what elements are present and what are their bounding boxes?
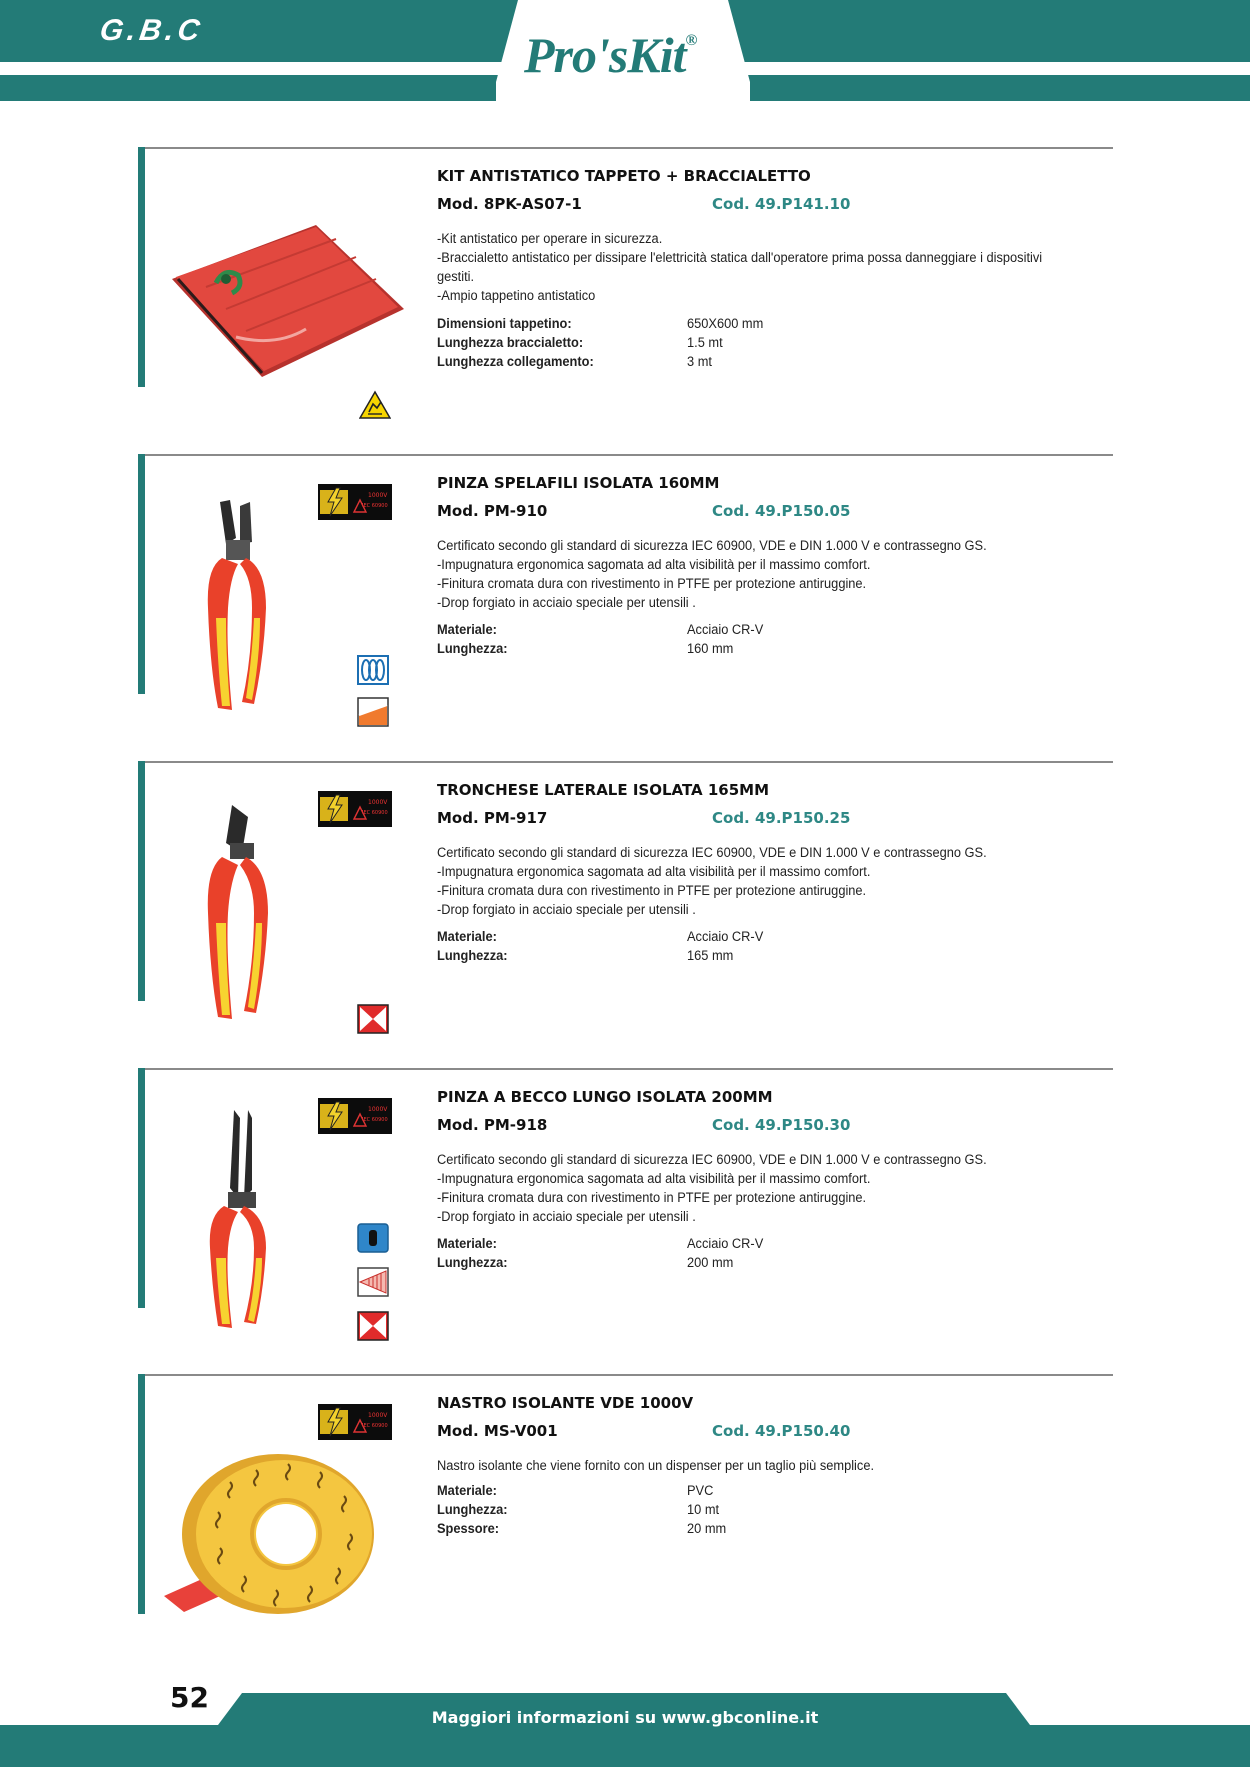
footer-website-text: Maggiori informazioni su www.gbconline.it bbox=[431, 1708, 819, 1727]
product-accent-bar bbox=[138, 147, 145, 387]
spec-row bbox=[437, 1253, 937, 1272]
product-title: NASTRO ISOLANTE VDE 1000V bbox=[437, 1394, 694, 1412]
spec-value: 200 mm bbox=[687, 1255, 734, 1270]
product-specs bbox=[437, 927, 937, 965]
spec-row bbox=[437, 620, 937, 639]
product-code: Cod. 49.P150.30 bbox=[712, 1116, 851, 1134]
voltage-badge bbox=[318, 1404, 392, 1440]
spec-row bbox=[437, 1234, 937, 1253]
product-card bbox=[0, 761, 1250, 1061]
spec-value: Acciaio CR-V bbox=[687, 929, 764, 944]
product-title: PINZA SPELAFILI ISOLATA 160MM bbox=[437, 474, 720, 492]
spec-value: 1.5 mt bbox=[687, 335, 723, 350]
spec-label: Lunghezza: bbox=[437, 1502, 508, 1517]
voltage-badge bbox=[318, 791, 392, 827]
product-specs bbox=[437, 1481, 937, 1538]
spec-label: Spessore: bbox=[437, 1521, 500, 1536]
spec-row bbox=[437, 639, 937, 658]
spec-label: Lunghezza collegamento: bbox=[437, 354, 594, 369]
badge-voltage-text: 1000V bbox=[368, 799, 388, 806]
side-cutter-image bbox=[196, 803, 296, 1023]
product-divider bbox=[145, 147, 1113, 149]
voltage-badge bbox=[318, 484, 392, 520]
product-title: TRONCHESE LATERALE ISOLATA 165MM bbox=[437, 781, 770, 799]
description-line: Certificato secondo gli standard di sicurezza IEC 60900, VDE e DIN 1.000 V e contrassegno GS. bbox=[437, 1152, 987, 1167]
spec-label: Materiale: bbox=[437, 929, 497, 944]
description-line: -Finitura cromata dura con rivestimento in PTFE per protezione antiruggine. bbox=[437, 883, 867, 898]
diagonal-cut-icon bbox=[357, 697, 389, 727]
description-line: -Impugnatura ergonomica sagomata ad alta visibilità per il massimo comfort. bbox=[437, 864, 871, 879]
spec-row bbox=[437, 927, 937, 946]
product-code: Cod. 49.P141.10 bbox=[712, 195, 851, 213]
product-accent-bar bbox=[138, 1374, 145, 1614]
gbc-logo: G.B.C bbox=[97, 14, 206, 47]
badge-standard-text: IEC 60900 bbox=[362, 503, 388, 509]
esd-warning-icon bbox=[359, 390, 391, 420]
spec-row bbox=[437, 1519, 937, 1538]
product-model: Mod. MS-V001 bbox=[437, 1422, 558, 1440]
product-model: Mod. 8PK-AS07-1 bbox=[437, 195, 582, 213]
wire-coil-icon bbox=[357, 655, 389, 685]
spec-row bbox=[437, 333, 937, 352]
spec-row bbox=[437, 1500, 937, 1519]
product-divider bbox=[145, 1068, 1113, 1070]
spec-label: Lunghezza: bbox=[437, 948, 508, 963]
description-line: -Drop forgiato in acciaio speciale per utensili . bbox=[437, 595, 696, 610]
product-specs bbox=[437, 1234, 937, 1272]
description-line: Certificato secondo gli standard di sicurezza IEC 60900, VDE e DIN 1.000 V e contrassegno GS. bbox=[437, 845, 987, 860]
wire-stripper-image bbox=[196, 498, 296, 714]
spec-label: Materiale: bbox=[437, 1483, 497, 1498]
spec-row bbox=[437, 946, 937, 965]
proskit-logo bbox=[524, 26, 696, 84]
spec-value: 165 mm bbox=[687, 948, 734, 963]
product-description bbox=[437, 229, 1074, 305]
description-line: -Ampio tappetino antistatico bbox=[437, 288, 596, 303]
product-title: PINZA A BECCO LUNGO ISOLATA 200MM bbox=[437, 1088, 773, 1106]
page-number: 52 bbox=[170, 1681, 209, 1714]
product-model: Mod. PM-918 bbox=[437, 1116, 548, 1134]
spec-row bbox=[437, 314, 937, 333]
product-description bbox=[437, 1456, 1074, 1475]
product-model: Mod. PM-917 bbox=[437, 809, 548, 827]
badge-voltage-text: 1000V bbox=[368, 1412, 388, 1419]
product-specs bbox=[437, 620, 937, 658]
insulating-tape-image bbox=[160, 1452, 380, 1622]
spec-value: 160 mm bbox=[687, 641, 734, 656]
product-code: Cod. 49.P150.05 bbox=[712, 502, 851, 520]
product-model: Mod. PM-910 bbox=[437, 502, 548, 520]
description-line: Certificato secondo gli standard di sicurezza IEC 60900, VDE e DIN 1.000 V e contrassegno GS. bbox=[437, 538, 987, 553]
spec-value: 10 mt bbox=[687, 1502, 720, 1517]
spec-value: PVC bbox=[687, 1483, 714, 1498]
product-description bbox=[437, 536, 1074, 612]
description-line: -Drop forgiato in acciaio speciale per utensili . bbox=[437, 1209, 696, 1224]
spec-label: Lunghezza: bbox=[437, 641, 508, 656]
spec-label: Lunghezza: bbox=[437, 1255, 508, 1270]
description-line: -Drop forgiato in acciaio speciale per utensili . bbox=[437, 902, 696, 917]
registered-mark: ® bbox=[685, 32, 697, 49]
product-divider bbox=[145, 761, 1113, 763]
product-description bbox=[437, 843, 1074, 919]
spec-value: 650X600 mm bbox=[687, 316, 764, 331]
footer-band bbox=[0, 1725, 1250, 1767]
product-description bbox=[437, 1150, 1074, 1226]
spec-value: 3 mt bbox=[687, 354, 712, 369]
product-accent-bar bbox=[138, 454, 145, 694]
description-line: -Impugnatura ergonomica sagomata ad alta visibilità per il massimo comfort. bbox=[437, 1171, 871, 1186]
spec-label: Materiale: bbox=[437, 1236, 497, 1251]
gripping-icon bbox=[357, 1223, 389, 1253]
spec-value: Acciaio CR-V bbox=[687, 622, 764, 637]
description-line: Nastro isolante che viene fornito con un dispenser per un taglio più semplice. bbox=[437, 1458, 875, 1473]
description-line: -Braccialetto antistatico per dissipare l'elettricità statica dall'operatore prima possa danneggiare i dispositivi gestiti. bbox=[437, 250, 1043, 284]
spec-value: 20 mm bbox=[687, 1521, 727, 1536]
badge-voltage-text: 1000V bbox=[368, 1106, 388, 1113]
spec-value: Acciaio CR-V bbox=[687, 1236, 764, 1251]
product-accent-bar bbox=[138, 1068, 145, 1308]
product-code: Cod. 49.P150.25 bbox=[712, 809, 851, 827]
side-cut-icon bbox=[357, 1311, 389, 1341]
product-card bbox=[0, 1068, 1250, 1368]
product-divider bbox=[145, 1374, 1113, 1376]
product-card bbox=[0, 1374, 1250, 1674]
product-title: KIT ANTISTATICO TAPPETO + BRACCIALETTO bbox=[437, 167, 811, 185]
side-cut-icon bbox=[357, 1004, 389, 1034]
spec-label: Materiale: bbox=[437, 622, 497, 637]
voltage-badge bbox=[318, 1098, 392, 1134]
badge-voltage-text: 1000V bbox=[368, 492, 388, 499]
badge-standard-text: IEC 60900 bbox=[362, 810, 388, 816]
antistatic-mat-image bbox=[166, 217, 406, 387]
spec-label: Dimensioni tappetino: bbox=[437, 316, 572, 331]
description-line: -Impugnatura ergonomica sagomata ad alta visibilità per il massimo comfort. bbox=[437, 557, 871, 572]
spec-row bbox=[437, 352, 937, 371]
description-line: -Finitura cromata dura con rivestimento in PTFE per protezione antiruggine. bbox=[437, 1190, 867, 1205]
product-divider bbox=[145, 454, 1113, 456]
badge-standard-text: IEC 60900 bbox=[362, 1117, 388, 1123]
product-accent-bar bbox=[138, 761, 145, 1001]
product-specs bbox=[437, 314, 937, 371]
spec-row bbox=[437, 1481, 937, 1500]
badge-standard-text: IEC 60900 bbox=[362, 1423, 388, 1429]
serrated-jaw-icon bbox=[357, 1267, 389, 1297]
description-line: -Kit antistatico per operare in sicurezza. bbox=[437, 231, 663, 246]
product-card bbox=[0, 454, 1250, 754]
product-card bbox=[0, 147, 1250, 447]
brand-logo-text: Pro'sKit bbox=[524, 27, 686, 83]
description-line: -Finitura cromata dura con rivestimento in PTFE per protezione antiruggine. bbox=[437, 576, 867, 591]
long-nose-plier-image bbox=[196, 1108, 296, 1330]
product-code: Cod. 49.P150.40 bbox=[712, 1422, 851, 1440]
spec-label: Lunghezza braccialetto: bbox=[437, 335, 584, 350]
